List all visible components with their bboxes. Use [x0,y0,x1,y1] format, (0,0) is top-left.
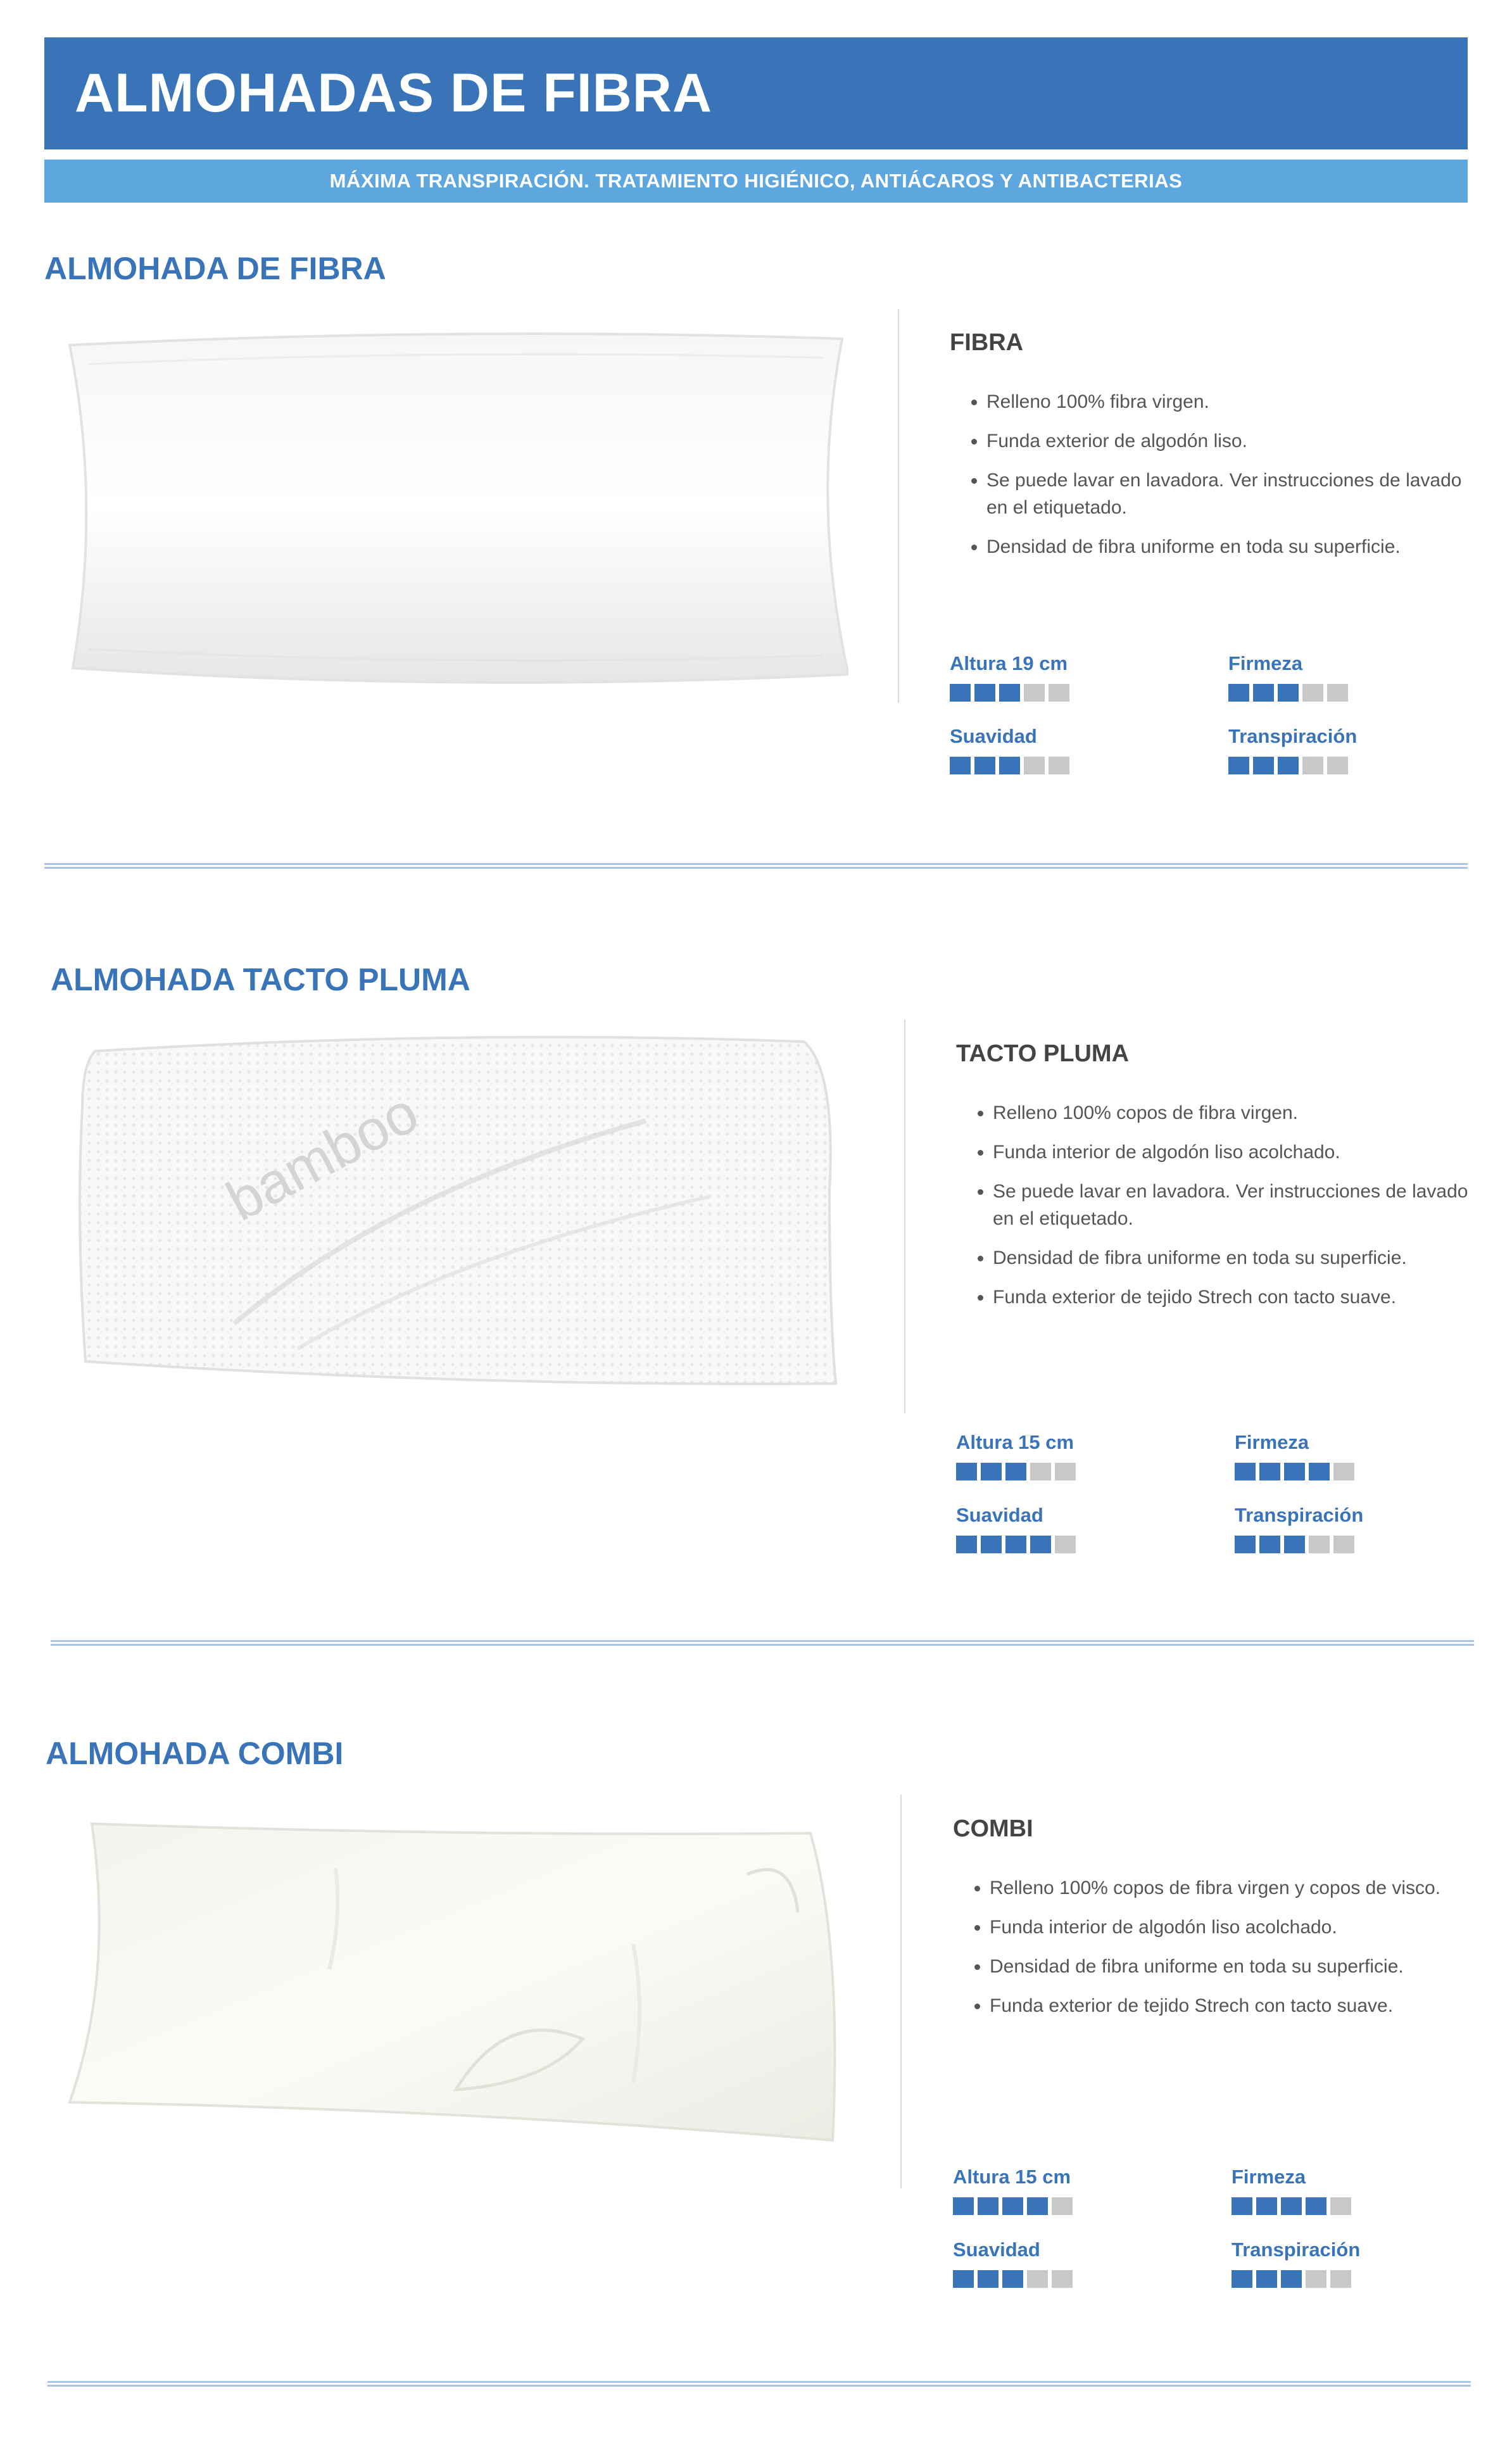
separator-line [904,1019,905,1413]
rating-label: Firmeza [1228,652,1303,674]
rating-label: Firmeza [1232,2166,1306,2188]
rating-square-filled [1002,2270,1023,2288]
rating-breathability [1228,725,1357,774]
rating-label: Altura 15 cm [956,1431,1074,1453]
rating-label: Altura 15 cm [953,2166,1071,2188]
rating-square-filled [1259,1463,1280,1480]
rating-square-filled [1232,2197,1252,2215]
spec-panel [956,1040,1475,1323]
rating-square-filled [1256,2270,1277,2288]
list-item: • Densidad de fibra uniforme en toda su superficie. [990,1953,1472,1980]
rating-label: Altura 19 cm [950,652,1068,674]
list-item: • Funda exterior de algodón liso. [986,427,1469,455]
subtitle-bar: MÁXIMA TRANSPIRACIÓN. TRATAMIENTO HIGIÉNICO, ANTIÁCAROS Y ANTIBACTERIAS [44,160,1468,203]
list-item: • Funda interior de algodón liso acolchado. [993,1139,1475,1166]
rating-square-empty [1309,1536,1330,1553]
section-divider [44,863,1468,869]
rating-square-filled [1278,757,1299,774]
list-item: • Relleno 100% fibra virgen. [986,388,1469,415]
rating-square-filled [956,1463,977,1480]
rating-square-filled [974,684,995,702]
rating-label: Transpiración [1232,2238,1361,2261]
feature-list [956,1099,1475,1311]
rating-square-filled [1281,2270,1302,2288]
section-divider [51,1640,1474,1646]
rating-height [956,1431,1076,1480]
rating-square-filled [981,1536,1002,1553]
pillow-image [63,326,848,684]
product-title: ALMOHADA TACTO PLUMA [51,962,470,997]
list-item: • Relleno 100% copos de fibra virgen y copos de visco. [990,1874,1472,1902]
rating-square-filled [1278,684,1299,702]
rating-square-empty [1049,684,1069,702]
rating-squares [953,2197,1073,2215]
rating-square-filled [1253,684,1274,702]
rating-square-filled [1235,1536,1256,1553]
rating-square-empty [1302,684,1323,702]
spec-title: COMBI [953,1815,1033,1842]
product-title: ALMOHADA DE FIBRA [44,251,386,286]
rating-square-empty [1052,2270,1073,2288]
rating-squares [950,757,1069,774]
rating-square-empty [1333,1463,1354,1480]
spec-title: TACTO PLUMA [956,1040,1130,1067]
rating-square-empty [1327,757,1348,774]
spec-panel [953,1815,1472,2031]
rating-square-filled [978,2197,999,2215]
rating-square-filled [956,1536,977,1553]
separator-line [898,309,899,703]
feature-list [953,1874,1472,2019]
rating-height [950,652,1069,702]
section-divider [47,2381,1471,2387]
feature-list [950,388,1469,560]
rating-label: Transpiración [1228,725,1358,747]
list-item: • Densidad de fibra uniforme en toda su superficie. [993,1244,1475,1272]
rating-square-empty [1302,757,1323,774]
rating-height [953,2166,1073,2215]
rating-square-empty [1330,2270,1351,2288]
list-item: • Se puede lavar en lavadora. Ver instrucciones de lavado en el etiquetado. [993,1178,1475,1232]
separator-line [900,1795,902,2188]
rating-square-filled [978,2270,999,2288]
rating-square-filled [974,757,995,774]
rating-square-filled [1284,1536,1305,1553]
rating-square-filled [1309,1463,1330,1480]
rating-square-filled [1256,2197,1277,2215]
rating-squares [953,2270,1073,2288]
rating-square-filled [1253,757,1274,774]
rating-square-filled [950,757,971,774]
spec-panel [950,329,1469,572]
list-item: • Densidad de fibra uniforme en toda su superficie. [986,533,1469,560]
rating-label: Suavidad [956,1504,1043,1526]
rating-breathability [1232,2238,1360,2288]
rating-square-empty [1327,684,1348,702]
rating-label: Transpiración [1235,1504,1364,1526]
rating-breathability [1235,1504,1363,1553]
rating-squares [1232,2270,1360,2288]
rating-square-empty [1306,2270,1326,2288]
rating-label: Firmeza [1235,1431,1309,1453]
rating-square-filled [1228,684,1249,702]
rating-square-filled [981,1463,1002,1480]
rating-square-empty [1049,757,1069,774]
pillow-brand-text: bamboo [217,1080,429,1234]
rating-square-empty [1333,1536,1354,1553]
rating-squares [1235,1536,1363,1553]
rating-firmness [1235,1431,1354,1480]
rating-square-filled [1232,2270,1252,2288]
rating-square-filled [1235,1463,1256,1480]
rating-square-filled [1259,1536,1280,1553]
rating-softness [956,1504,1076,1553]
rating-squares [1235,1463,1354,1480]
rating-softness [950,725,1069,774]
rating-square-empty [1030,1463,1051,1480]
rating-label: Suavidad [950,725,1037,747]
rating-square-filled [1284,1463,1305,1480]
list-item: • Relleno 100% copos de fibra virgen. [993,1099,1475,1127]
pillow-image [63,1817,839,2147]
rating-square-filled [950,684,971,702]
rating-square-empty [1330,2197,1351,2215]
rating-square-empty [1052,2197,1073,2215]
rating-square-filled [999,757,1020,774]
page-header [44,37,1468,149]
list-item: • Se puede lavar en lavadora. Ver instrucciones de lavado en el etiquetado. [986,467,1469,521]
rating-firmness [1228,652,1348,702]
rating-squares [1232,2197,1351,2215]
spec-title: FIBRA [950,329,1024,356]
rating-squares [1228,684,1348,702]
rating-square-filled [1281,2197,1302,2215]
rating-squares [956,1536,1076,1553]
product-title: ALMOHADA COMBI [46,1736,344,1771]
page-title: ALMOHADAS DE FIBRA [75,63,712,123]
list-item: • Funda interior de algodón liso acolchado. [990,1914,1472,1941]
rating-squares [956,1463,1076,1480]
rating-square-filled [999,684,1020,702]
list-item: • Funda exterior de tejido Strech con tacto suave. [993,1284,1475,1311]
rating-square-empty [1027,2270,1048,2288]
rating-square-filled [1002,2197,1023,2215]
rating-firmness [1232,2166,1351,2215]
rating-label: Suavidad [953,2238,1040,2261]
rating-squares [950,684,1069,702]
rating-square-empty [1024,757,1045,774]
rating-square-empty [1024,684,1045,702]
rating-square-filled [1030,1536,1051,1553]
rating-square-filled [1005,1463,1026,1480]
rating-square-filled [953,2270,974,2288]
rating-square-filled [1228,757,1249,774]
rating-square-empty [1055,1536,1076,1553]
list-item: • Funda exterior de tejido Strech con tacto suave. [990,1992,1472,2019]
rating-square-filled [1306,2197,1326,2215]
rating-squares [1228,757,1357,774]
rating-square-filled [1005,1536,1026,1553]
rating-square-empty [1055,1463,1076,1480]
pillow-image [76,1032,845,1393]
rating-square-filled [1027,2197,1048,2215]
rating-square-filled [953,2197,974,2215]
rating-softness [953,2238,1073,2288]
